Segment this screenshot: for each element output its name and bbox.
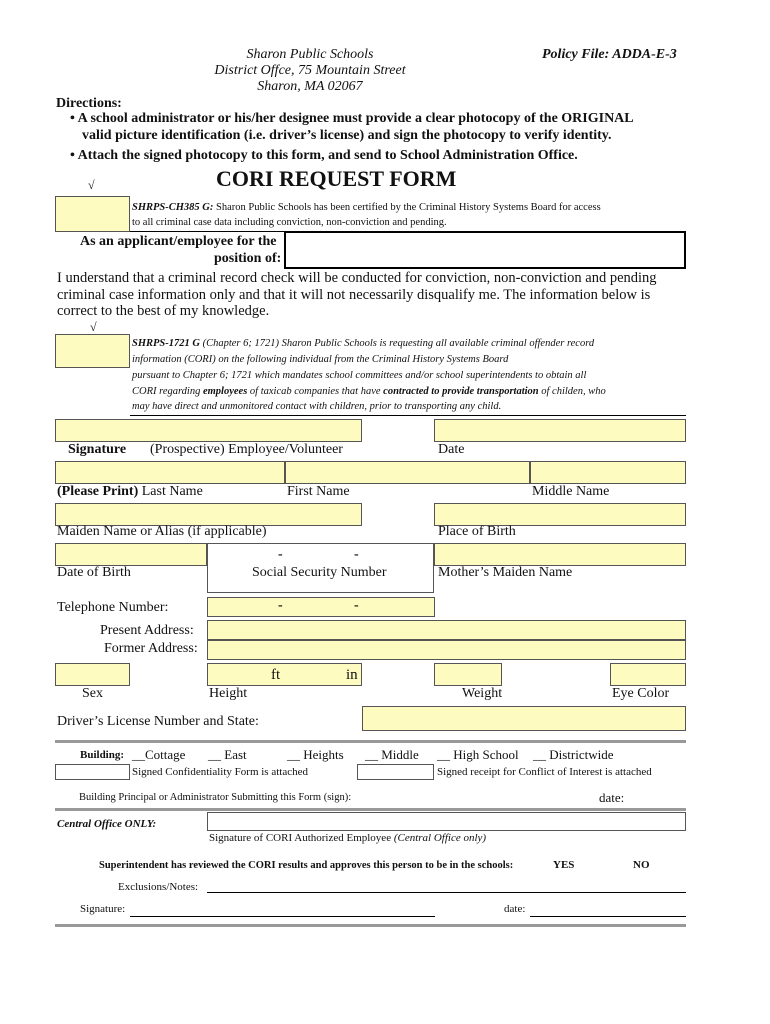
directions-bullet1-line1: • A school administrator or his/her designee must provide a clear photocopy of the ORIGINAL bbox=[70, 111, 634, 126]
signature-label: Signature bbox=[68, 442, 127, 457]
position-input[interactable] bbox=[284, 231, 686, 269]
date-of-birth-field[interactable] bbox=[55, 543, 207, 566]
sex-label: Sex bbox=[82, 686, 103, 701]
org-city: Sharon, MA 02067 bbox=[257, 79, 363, 94]
section-divider-1 bbox=[55, 740, 686, 743]
first-name-field[interactable] bbox=[285, 461, 530, 484]
1721-line2: information (CORI) on the following individual from the Criminal History Systems Board bbox=[132, 354, 509, 365]
eye-color-label: Eye Color bbox=[612, 686, 670, 701]
1721-line3: pursuant to Chapter 6; 1721 which mandates school committees and/or school superintendents to obtain all bbox=[132, 370, 587, 381]
section-divider-2 bbox=[55, 808, 686, 811]
building-east[interactable]: __ East bbox=[208, 747, 247, 762]
no-option[interactable]: NO bbox=[633, 859, 650, 871]
understand-line1: I understand that a criminal record check will be conducted for conviction, non-conviction and pending bbox=[57, 270, 657, 286]
first-name-label: First Name bbox=[287, 484, 350, 499]
signature-field[interactable] bbox=[55, 419, 362, 442]
final-date-line[interactable] bbox=[530, 916, 686, 917]
ssn-dash-1: - bbox=[278, 547, 283, 562]
final-signature-line[interactable] bbox=[130, 916, 435, 917]
directions-bullet2: • Attach the signed photocopy to this form, and send to School Administration Office. bbox=[70, 148, 578, 163]
policy-file: Policy File: ADDA-E-3 bbox=[542, 47, 677, 62]
final-date-label: date: bbox=[504, 903, 526, 915]
maiden-name-label: Maiden Name or Alias (if applicable) bbox=[57, 524, 267, 539]
1721-divider bbox=[130, 415, 686, 416]
building-districtwide[interactable]: __ Districtwide bbox=[533, 747, 614, 762]
understand-line3: correct to the best of my knowledge. bbox=[57, 303, 270, 319]
former-address-label: Former Address: bbox=[104, 641, 198, 656]
superintendent-statement: Superintendent has reviewed the CORI results and approves this person to be in the schools: bbox=[99, 860, 514, 871]
directions-bullet1-line2: valid picture identification (i.e. driver’s license) and sign the photocopy to verify identity. bbox=[82, 128, 612, 143]
org-address: District Offce, 75 Mountain Street bbox=[214, 63, 406, 78]
maiden-name-field[interactable] bbox=[55, 503, 362, 526]
building-cottage[interactable]: __Cottage bbox=[132, 747, 186, 762]
eye-color-field[interactable] bbox=[610, 663, 686, 686]
mothers-maiden-label: Mother’s Maiden Name bbox=[438, 565, 573, 580]
building-middle[interactable]: __ Middle bbox=[365, 747, 419, 762]
telephone-field[interactable] bbox=[207, 597, 435, 617]
ssn-label: Social Security Number bbox=[252, 565, 387, 580]
present-address-field[interactable] bbox=[207, 620, 686, 640]
mothers-maiden-field[interactable] bbox=[434, 543, 686, 566]
date-of-birth-label: Date of Birth bbox=[57, 565, 131, 580]
applicant-label: As an applicant/employee for the bbox=[80, 234, 277, 249]
building-label: Building: bbox=[80, 749, 125, 761]
drivers-license-field[interactable] bbox=[362, 706, 686, 731]
understand-line2: criminal case information only and that it will not necessarily disqualify me. The information below is bbox=[57, 287, 651, 303]
central-office-label: Central Office ONLY: bbox=[57, 818, 157, 830]
former-address-field[interactable] bbox=[207, 640, 686, 660]
ssn-dash-2: - bbox=[354, 547, 359, 562]
phone-dash-1: - bbox=[278, 598, 283, 613]
date-label: Date bbox=[438, 442, 465, 457]
directions-heading: Directions: bbox=[56, 96, 122, 111]
cori-employee-signature-field[interactable] bbox=[207, 812, 686, 831]
building-high-school[interactable]: __ High School bbox=[437, 747, 519, 762]
1721-line4: CORI regarding employees of taxicab companies that have contracted to provide transportation of childen, who bbox=[132, 386, 606, 397]
drivers-license-label: Driver’s License Number and State: bbox=[57, 714, 259, 729]
sex-field[interactable] bbox=[55, 663, 130, 686]
confidentiality-initial-field[interactable] bbox=[55, 764, 130, 780]
height-ft-label: ft bbox=[271, 667, 281, 683]
position-label: position of: bbox=[214, 251, 282, 266]
check-mark-2: √ bbox=[90, 320, 97, 334]
last-name-label: (Please Print) Last Name bbox=[57, 484, 203, 499]
ch385-initial-field[interactable] bbox=[55, 196, 130, 232]
place-of-birth-field[interactable] bbox=[434, 503, 686, 526]
confidentiality-label: Signed Confidentiality Form is attached bbox=[132, 766, 308, 778]
place-of-birth-label: Place of Birth bbox=[438, 524, 516, 539]
1721-line1: SHRPS-1721 G (Chapter 6; 1721) Sharon Public Schools is requesting all available criminal offender record bbox=[132, 338, 595, 349]
org-name: Sharon Public Schools bbox=[246, 47, 374, 62]
weight-field[interactable] bbox=[434, 663, 502, 686]
cori-employee-caption: Signature of CORI Authorized Employee (Central Office only) bbox=[209, 832, 487, 844]
ch385-line2: to all criminal case data including conviction, non-conviction and pending. bbox=[132, 217, 447, 228]
check-mark-1: √ bbox=[88, 178, 95, 192]
conflict-label: Signed receipt for Conflict of Interest is attached bbox=[437, 766, 652, 778]
ch385-line1: SHRPS-CH385 G: Sharon Public Schools has been certified by the Criminal History Systems Board for access bbox=[132, 202, 601, 213]
phone-dash-2: - bbox=[354, 598, 359, 613]
height-in-label: in bbox=[346, 667, 358, 683]
present-address-label: Present Address: bbox=[100, 623, 194, 638]
telephone-label: Telephone Number: bbox=[57, 600, 169, 615]
1721-initial-field[interactable] bbox=[55, 334, 130, 368]
1721-line5: may have direct and unmonitored contact with children, prior to transporting any child. bbox=[132, 401, 502, 412]
middle-name-field[interactable] bbox=[530, 461, 686, 484]
exclusions-label: Exclusions/Notes: bbox=[118, 881, 199, 893]
yes-option[interactable]: YES bbox=[553, 859, 575, 871]
signature-date-field[interactable] bbox=[434, 419, 686, 442]
height-field[interactable] bbox=[207, 663, 362, 686]
conflict-initial-field[interactable] bbox=[357, 764, 434, 780]
final-signature-label: Signature: bbox=[80, 903, 126, 915]
principal-sign-label: Building Principal or Administrator Submitting this Form (sign): bbox=[79, 792, 352, 803]
form-title: CORI REQUEST FORM bbox=[216, 166, 457, 191]
weight-label: Weight bbox=[462, 686, 503, 701]
exclusions-line[interactable] bbox=[207, 892, 686, 893]
building-heights[interactable]: __ Heights bbox=[287, 747, 344, 762]
principal-date-label: date: bbox=[599, 790, 625, 805]
last-name-field[interactable] bbox=[55, 461, 285, 484]
height-label: Height bbox=[209, 686, 248, 701]
prospective-label: (Prospective) Employee/Volunteer bbox=[150, 442, 343, 457]
middle-name-label: Middle Name bbox=[532, 484, 610, 499]
section-divider-3 bbox=[55, 924, 686, 927]
